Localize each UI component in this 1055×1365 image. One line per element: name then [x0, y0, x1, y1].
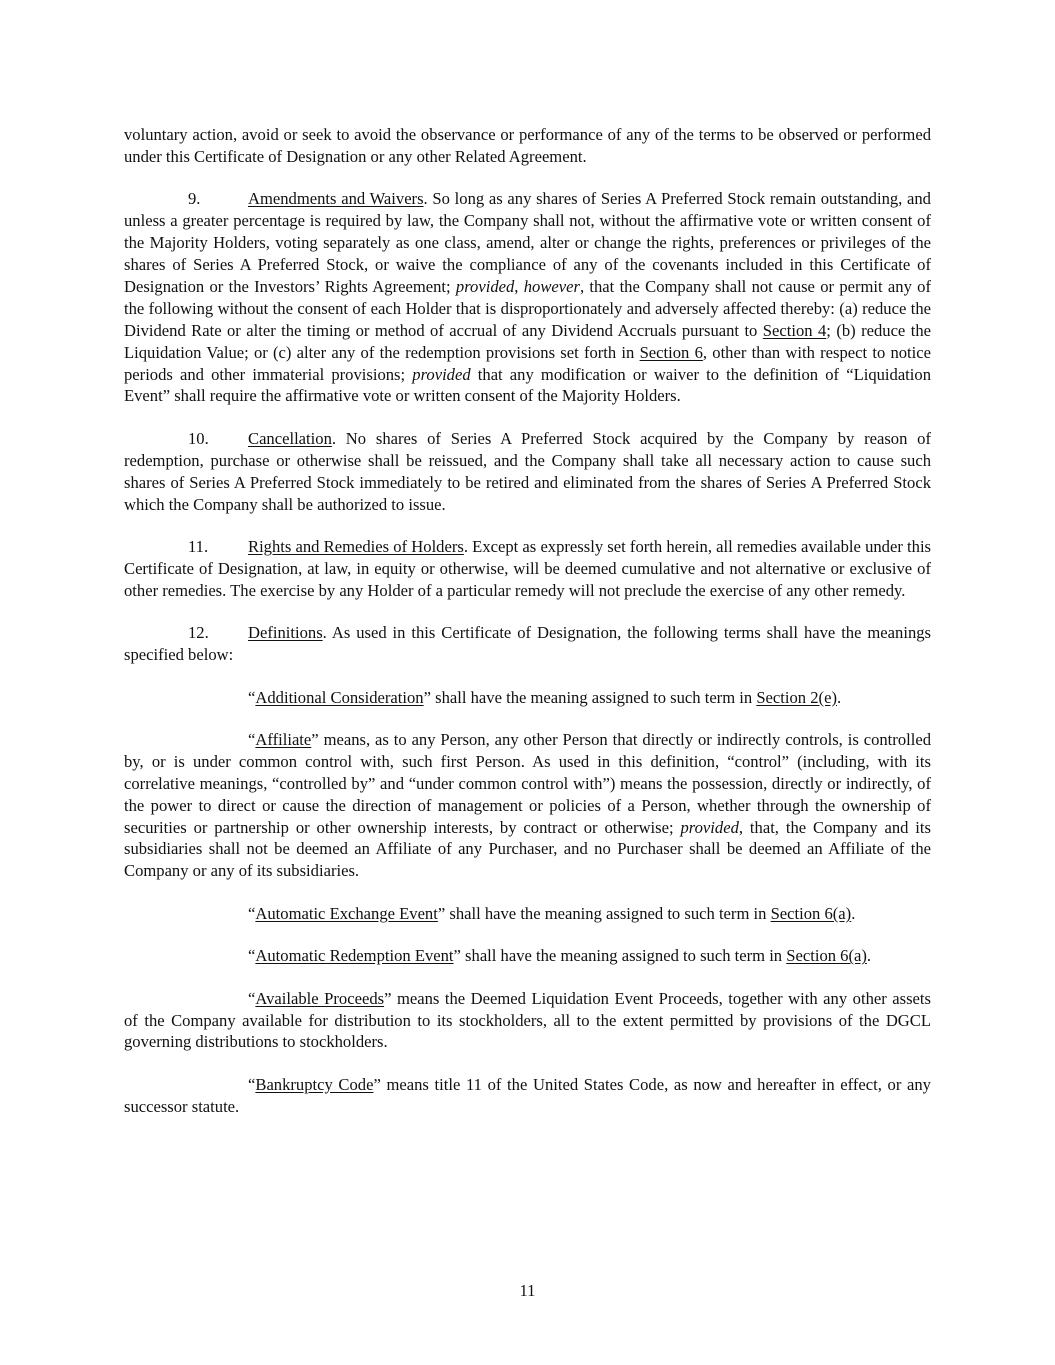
definition-bankruptcy-code: “Bankruptcy Code” means title 11 of the United States Code, as now and hereafter in effect, or any successor statute. [124, 1074, 931, 1116]
defined-term: Automatic Redemption Event [255, 946, 454, 966]
section-number: 9. [188, 189, 201, 209]
section-number: 12. [188, 623, 209, 643]
continuation-paragraph: voluntary action, avoid or seek to avoid the observance or performance of any of the terms to be observed or performed under this Certificate of Designation or any other Related Agreement. [124, 125, 931, 166]
definition-available-proceeds: “Available Proceeds” means the Deemed Liquidation Event Proceeds, together with any other assets of the Company available for distribution to its stockholders, all to the extent permitted by provisions of the DGCL governing distributions to stockholders. [124, 988, 931, 1052]
definition-automatic-exchange-event: “Automatic Exchange Event” shall have the meaning assigned to such term in Section 6(a). [248, 903, 856, 923]
section-heading: Rights and Remedies of Holders [248, 537, 464, 556]
defined-term: Automatic Exchange Event [255, 903, 438, 923]
definition-affiliate: “Affiliate” means, as to any Person, any other Person that directly or indirectly controls, is controlled by, or is under common control with, such first Person. As used in this definition, “control” (including, with its correlative meanings, “controlled by” and “under common control with”) means the possession, directly or indirectly, of the power to direct or cause the direction of management or policies of a Person, whether through the ownership of securities or partnership or other ownership interests, by contract or otherwise; provided, that, the Company and its subsidiaries shall not be deemed an Affiliate of any Purchaser, and no Purchaser shall be deemed an Affiliate of the Company or any of its subsidiaries. [124, 729, 931, 881]
cross-reference: Section 6(a) [786, 946, 867, 966]
page-number: 11 [519, 1281, 536, 1300]
defined-term: Bankruptcy Code [255, 1074, 374, 1094]
section-11-paragraph: 11. Rights and Remedies of Holders. Except as expressly set forth herein, all remedies available under this Certificate of Designation, at law, in equity or otherwise, will be deemed cumulative and not alternative or exclusive of other remedies. The exercise by any Holder of a particular remedy will not preclude the exercise of any other remedy. [124, 537, 932, 600]
defined-term: Available Proceeds [255, 988, 385, 1008]
defined-term: Affiliate [255, 729, 312, 749]
section-number: 10. [188, 428, 209, 448]
document-page [124, 124, 931, 1118]
cross-reference: Section 2(e) [756, 687, 837, 707]
section-heading: Cancellation [248, 428, 332, 448]
section-number: 11. [188, 537, 209, 556]
section-heading: Amendments and Waivers [248, 189, 424, 209]
section-12-paragraph: 12. Definitions. As used in this Certificate of Designation, the following terms shall have the meanings specified below: [124, 623, 931, 665]
defined-term: Additional Consideration [255, 687, 424, 707]
cross-reference: Section 4 [762, 320, 827, 340]
definition-additional-consideration: “Additional Consideration” shall have the meaning assigned to such term in Section 2(e). [248, 687, 842, 707]
section-9-paragraph: 9. Amendments and Waivers. So long as any shares of Series A Preferred Stock remain outstanding, and unless a greater percentage is required by law, the Company shall not, without the affirmative vote or written consent of the Majority Holders, voting separately as one class, amend, alter or change the rights, preferences or privileges of the shares of Series A Preferred Stock, or waive the compliance of any of the covenants included in this Certificate of Designation or the Investors’ Rights Agreement; provided, however, that the Company shall not cause or permit any of the following without the consent of each Holder that is disproportionately and adversely affected thereby: (a) reduce the Dividend Rate or alter the timing or method of accrual of any Dividend Accruals pursuant to Section 4; (b) reduce the Liquidation Value; or (c) alter any of the redemption provisions set forth in Section 6, other than with respect to notice periods and other immaterial provisions; provided that any modification or waiver to the definition of “Liquidation Event” shall require the affirmative vote or written consent of the Majority Holders. [124, 189, 932, 406]
definition-automatic-redemption-event: “Automatic Redemption Event” shall have the meaning assigned to such term in Section 6(a). [248, 946, 872, 966]
section-10-paragraph: 10. Cancellation. No shares of Series A Preferred Stock acquired by the Company by reason of redemption, purchase or otherwise shall be reissued, and the Company shall take all necessary action to cause such shares of Series A Preferred Stock immediately to be retired and eliminated from the shares of Series A Preferred Stock which the Company shall be authorized to issue. [124, 428, 931, 514]
cross-reference: Section 6 [639, 342, 703, 362]
section-heading: Definitions [248, 623, 323, 643]
cross-reference: Section 6(a) [770, 903, 852, 923]
